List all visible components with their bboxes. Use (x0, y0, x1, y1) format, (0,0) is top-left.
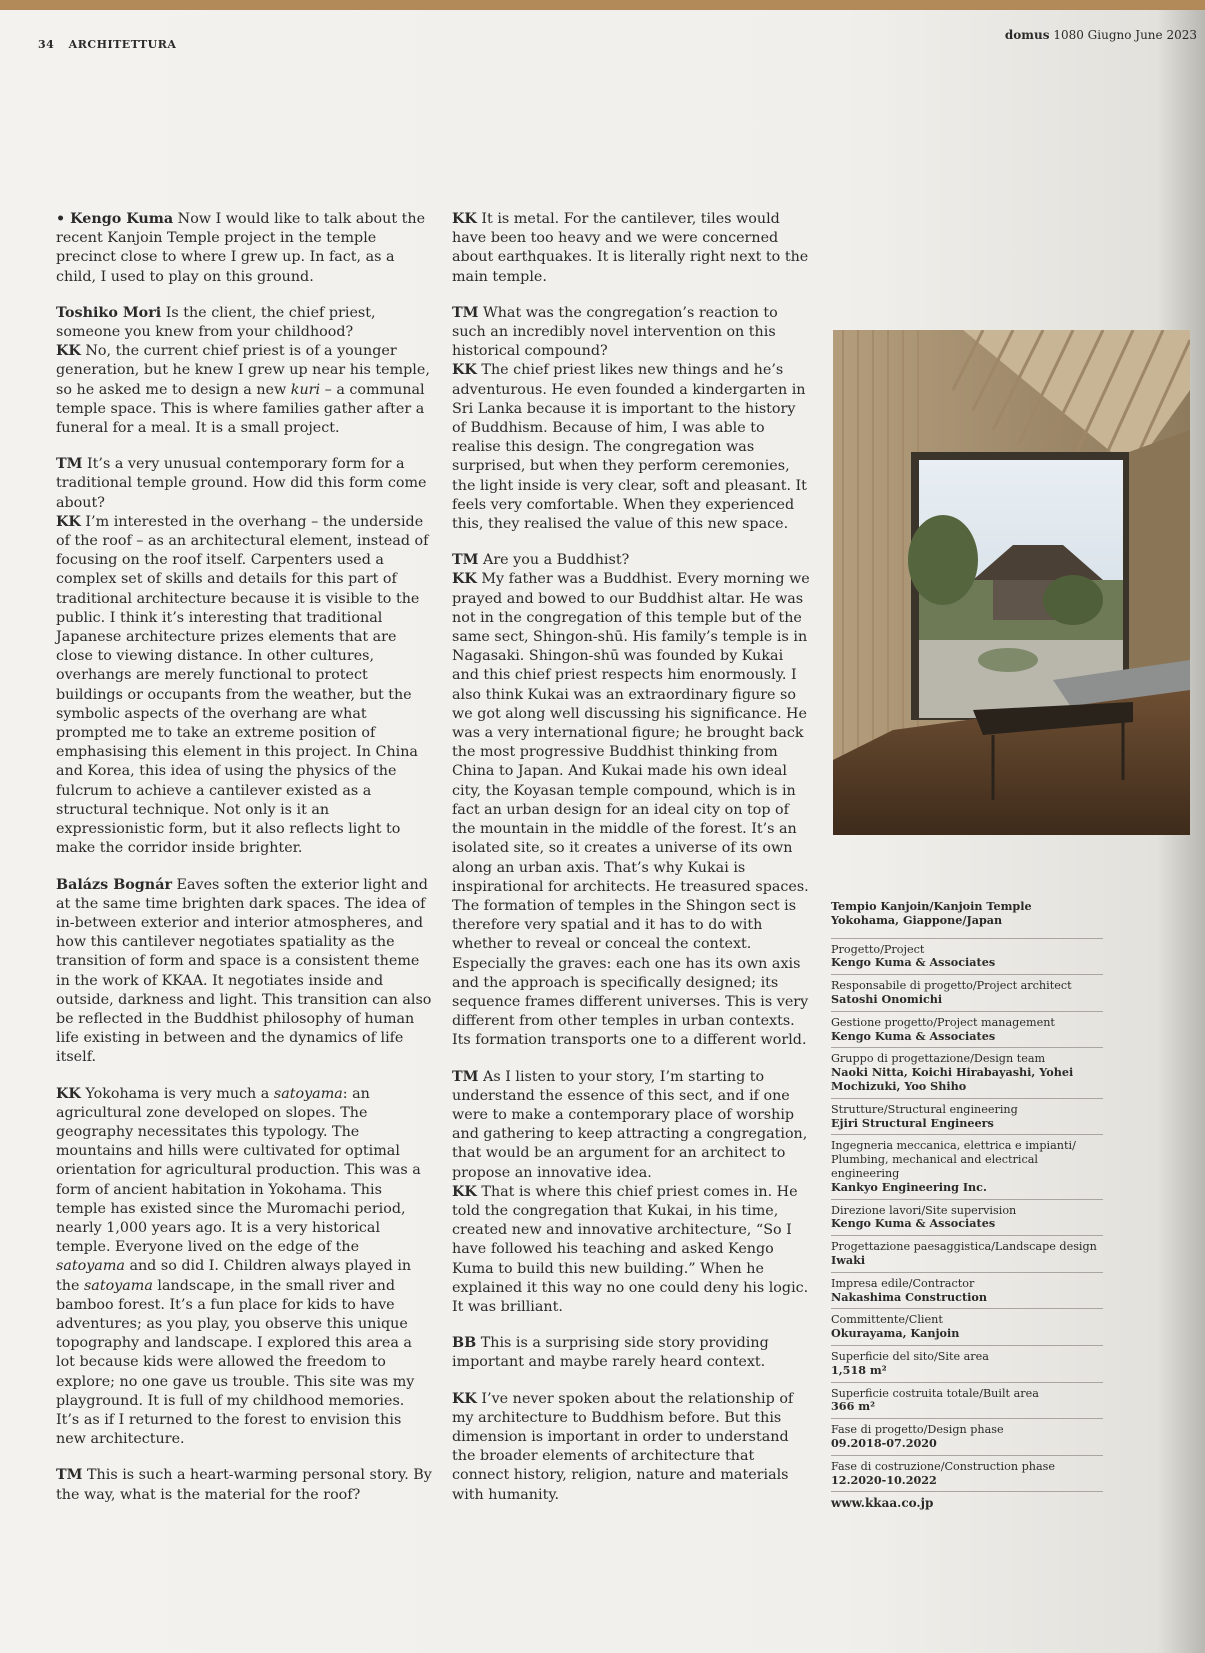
credit-entry (831, 1236, 1103, 1273)
credit-label: Fase di costruzione/Construction phase (831, 1459, 1056, 1473)
credit-value: Kengo Kuma & Associates (831, 1028, 996, 1043)
paragraph (56, 1466, 432, 1504)
credit-entry (831, 1200, 1103, 1237)
paragraph (56, 876, 432, 1068)
paragraph-text: It is metal. For the cantilever, tiles would have been too heavy and we were concerned about earthquakes. It is literally right next to the main temple. (452, 211, 809, 285)
paragraph (56, 342, 432, 438)
paragraph (452, 361, 812, 534)
website-link[interactable]: www.kkaa.co.jp (831, 1496, 934, 1511)
credit-entry (831, 1419, 1103, 1456)
credit-entry (831, 1273, 1103, 1310)
credit-label: Impresa edile/Contractor (831, 1276, 975, 1290)
magazine-name: domus (1004, 28, 1050, 42)
credit-value: Kengo Kuma & Associates (831, 955, 996, 970)
italic-term: satoyama (56, 1258, 125, 1275)
page-top-edge (0, 0, 1205, 10)
running-header-right (1005, 28, 1197, 42)
speaker: TM (452, 304, 479, 321)
credit-label: Fase di progetto/Design phase (831, 1423, 1004, 1437)
speaker: BB (452, 1335, 477, 1352)
paragraph (56, 1085, 432, 1450)
paragraph-text: – a communal temple space. This is where families gather after a funeral for a meal. It is a small project. (56, 381, 425, 437)
speaker: KK (56, 343, 81, 360)
issue-date: 1080 Giugno June 2023 (1053, 28, 1197, 42)
speaker: KK (56, 513, 81, 530)
paragraph (452, 1390, 812, 1505)
paragraph-text: That is where this chief priest comes in. He told the congregation that Kukai, in his time, created new and innovative architecture, “So I have followed his teaching and asked Kengo Kuma to build this new building.” When he explained it this way no one could deny his logic. It was brilliant. (452, 1183, 809, 1315)
paragraph-text: and so did I. Children always played in the (56, 1258, 412, 1294)
credit-value: Kengo Kuma & Associates (831, 1216, 996, 1231)
speaker: KK (452, 211, 477, 227)
paragraph (452, 1068, 812, 1183)
paragraph (56, 210, 432, 287)
speaker: KK (452, 1183, 477, 1200)
credit-value: Ejiri Structural Engineers (831, 1115, 994, 1130)
paragraph-text: It’s a very unusual contemporary form for a traditional temple ground. How did this form come about? (56, 456, 427, 511)
speaker: TM (452, 552, 479, 569)
speaker: TM (56, 456, 83, 473)
paragraph-text: landscape, in the small river and bamboo forest. It’s a fun place for kids to have adventures; as you play, you observe this unique topography and landscape. I explored this area a lot because kids were allowed the freedom to explore; no one gave us trouble. This site was my playground. It is full of my childhood memories. It’s as if I returned to the forest to envision this new architecture. (56, 1277, 415, 1448)
credit-value: Yokohama, Giappone/Japan (831, 912, 1003, 927)
credit-value: Kankyo Engineering Inc. (831, 1179, 987, 1194)
speaker: TM (56, 1467, 83, 1484)
credit-entry (831, 1309, 1103, 1346)
paragraph (452, 1183, 812, 1317)
speaker: KK (452, 571, 477, 588)
credit-value: 1,518 m² (831, 1362, 887, 1377)
paragraph-text: As I listen to your story, I’m starting to understand the essence of this sect, and if one were to make a contemporary place of worship and gathering to keep attracting a congregation, that would be an argument for an architect to propose an innovative idea. (452, 1068, 808, 1181)
italic-term: satoyama (273, 1085, 343, 1102)
paragraph-text: This is such a heart-warming personal story. By the way, what is the material for the roof? (56, 1467, 432, 1503)
credit-label: Ingegneria meccanica, elettrica e impianti/ Plumbing, mechanical and electrical engineering (831, 1139, 1076, 1180)
credit-label: Responsabile di progetto/Project architect (831, 979, 1072, 993)
italic-term: kuri (290, 381, 321, 398)
paragraph (56, 455, 432, 513)
paragraph (452, 570, 812, 1050)
credit-label: Gruppo di progettazione/Design team (831, 1052, 1046, 1066)
project-credits (831, 900, 1103, 1511)
paragraph-text: This is a surprising side story providing important and maybe rarely heard context. (452, 1335, 769, 1371)
running-header-left (38, 38, 176, 51)
credit-value: 12.2020-10.2022 (831, 1472, 937, 1487)
paragraph (56, 513, 432, 859)
paragraph-text: No, the current chief priest is of a younger generation, but he knew I grew up near his temple, so he asked me to design a new (56, 343, 430, 398)
interview-column-2 (452, 210, 812, 1522)
paragraph-text: : an agricultural zone developed on slopes. The geography necessitates this typology. The mountains and hills were cultivated for optimal orientation for agricultural production. This was a form of ancient habitation in Yokohama. This temple has existed since the Muromachi period, nearly 1,000 years ago. It is a very historical temple. Everyone lived on the edge of the (56, 1085, 421, 1256)
paragraph (452, 551, 812, 570)
credit-label: Progettazione paesaggistica/Landscape design (831, 1240, 1097, 1254)
credit-entry (831, 1383, 1103, 1420)
credit-entry (831, 975, 1103, 1012)
temple-interior-photo (833, 330, 1190, 835)
paragraph-text: The chief priest likes new things and he’s adventurous. He even founded a kindergarten in Sri Lanka because it is important to the history of Buddhism. Because of him, I was able to realise this design. The congregation was surprised, but when they perform ceremonies, the light inside is very clear, soft and pleasant. It feels very comfortable. When they experienced this, they realised the value of this new space. (452, 362, 807, 533)
credit-entry (831, 1456, 1103, 1493)
credit-label: Superficie costruita totale/Built area (831, 1386, 1039, 1400)
credit-value: Okurayama, Kanjoin (831, 1326, 960, 1341)
speaker: KK (452, 362, 477, 379)
paragraph-text: Eaves soften the exterior light and at the same time brighten dark spaces. The idea of in-between exterior and interior atmospheres, and how this cantilever negotiates spatiality as the transition of form and space is a consistent theme in the work of KKAA. It negotiates inside and outside, darkness and light. This transition can also be reflected in the Buddhist philosophy of human life existing in between and the dynamics of life itself. (56, 876, 432, 1066)
speaker: TM (452, 1068, 479, 1085)
credit-entry (831, 939, 1103, 976)
credit-entry (831, 1012, 1103, 1049)
credit-entry (831, 900, 1103, 939)
paragraph (452, 210, 812, 287)
credit-label: Strutture/Structural engineering (831, 1102, 1018, 1116)
paragraph-text: I’m interested in the overhang – the underside of the roof – as an architectural element, instead of focusing on the roof itself. Carpenters used a complex set of skills and details for this part of traditional architecture because it is visible to the public. I think it’s interesting that traditional Japanese architecture prizes elements that are close to viewing distance. In other cultures, overhangs are merely functional to protect buildings or occupants from the weather, but the symbolic aspects of the overhang are what prompted me to take an extreme position of emphasising this element in this project. In China and Korea, this idea of using the physics of the fulcrum to achieve a cantilever existed as a structural technique. Not only is it an expressionistic form, but it also reflects light to make the corridor inside brighter. (56, 513, 429, 857)
credit-label: Direzione lavori/Site supervision (831, 1203, 1017, 1217)
section-name: ARCHITETTURA (68, 38, 177, 51)
speaker: Toshiko Mori (56, 304, 162, 321)
credit-label: Superficie del sito/Site area (831, 1349, 989, 1363)
credit-entry (831, 1099, 1103, 1136)
credit-value: Satoshi Onomichi (831, 991, 943, 1006)
credit-label: Committente/Client (831, 1313, 943, 1327)
italic-term: satoyama (83, 1277, 153, 1294)
speaker: Balázs Bognár (56, 876, 172, 893)
photo-illustration (833, 330, 1190, 835)
credit-value: Nakashima Construction (831, 1289, 987, 1304)
paragraph-text: Is the client, the chief priest, someone you knew from your childhood? (56, 304, 376, 341)
credit-value: Naoki Nitta, Koichi Hirabayashi, Yohei Mochizuki, Yoo Shiho (831, 1065, 1074, 1093)
paragraph-text: Now I would like to talk about the recent Kanjoin Temple project in the temple precinct close to where I grew up. In fact, as a child, I used to play on this ground. (56, 211, 426, 285)
page-number: 34 (38, 38, 55, 51)
credit-label: Gestione progetto/Project management (831, 1015, 1055, 1029)
interview-column-1 (56, 210, 432, 1522)
credit-label: Tempio Kanjoin/Kanjoin Temple (831, 899, 1032, 913)
speaker: KK (452, 1390, 477, 1407)
paragraph-text: I’ve never spoken about the relationship of my architecture to Buddhism before. But this dimension is important in order to understand the broader elements of architecture that connect history, religion, nature and materials with humanity. (452, 1390, 794, 1503)
paragraph (452, 1334, 812, 1372)
credit-entry (831, 1048, 1103, 1098)
credit-entry (831, 1135, 1103, 1199)
paragraph-text: My father was a Buddhist. Every morning we prayed and bowed to our Buddhist altar. He was not in the congregation of this temple but of the same sect, Shingon-shū. His family’s temple is in Nagasaki. Shingon-shū was founded by Kukai and this chief priest respects him enormously. I also think Kukai was an extraordinary figure so we got along well discussing his significance. He was a very international figure; he brought back the most progressive Buddhist thinking from China to Japan. And Kukai made his own ideal city, the Koyasan temple compound, which is in fact an urban design for an ideal city on top of the mountain in the middle of the forest. It’s an isolated site, so it creates a universe of its own along an urban axis. That’s why Kukai is inspirational for architects. He treasured spaces. The formation of temples in the Shingon sect is therefore very spatial and it has to do with whether to reveal or conceal the context. Especially the graves: each one has its own axis and the approach is specifically designed; its sequence frames different universes. This is very different from other temples in urban contexts. Its formation transports one to a different world. (452, 571, 810, 1049)
credit-value: Iwaki (831, 1252, 866, 1267)
paragraph (56, 304, 432, 342)
credit-value: 366 m² (831, 1399, 875, 1414)
paragraph-text: What was the congregation’s reaction to such an incredibly novel intervention on this historical compound? (452, 304, 778, 360)
credit-value: 09.2018-07.2020 (831, 1435, 937, 1450)
paragraph-text: Are you a Buddhist? (478, 552, 630, 569)
paragraph-text: Yokohama is very much a (80, 1085, 274, 1102)
paragraph (452, 304, 812, 362)
credit-label: Progetto/Project (831, 942, 925, 956)
speaker: KK (56, 1085, 81, 1102)
speaker: • Kengo Kuma (56, 211, 174, 227)
credit-entry (831, 1346, 1103, 1383)
